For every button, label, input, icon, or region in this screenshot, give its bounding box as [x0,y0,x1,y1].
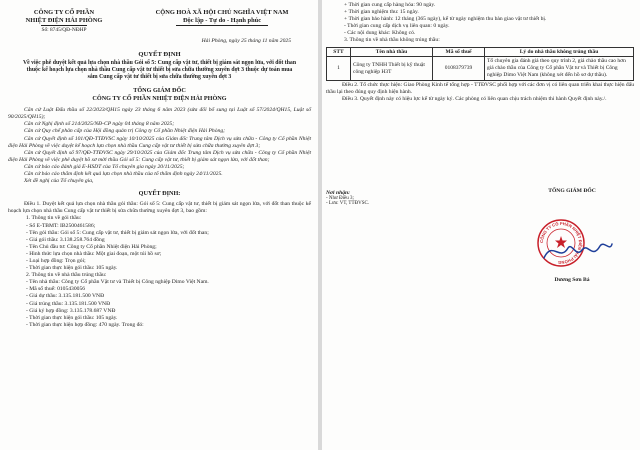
doc-number: Số: 8745/QĐ-NĐHP [41,27,87,34]
issuing-org [8,9,120,35]
section-1-item: - Thời gian thực hiện gói thầu: 105 ngày. [26,265,118,272]
section-2-item: - Giá trúng thầu: 3.135.181.500 VNĐ [26,300,111,307]
authority-block [8,87,311,102]
section-1-item: - Tên gói thầu: Gói số 5: Cung cấp vật tư, thiết bị giám sát ngọn lửa, với đốt than; [26,229,209,236]
legal-basis-item: Căn cứ báo cáo thẩm định kết quả lựa chọn nhà thầu của tổ thẩm định ngày 24/11/2025. [24,171,223,178]
detail-item: - Thời gian cung cấp dịch vụ liên quan: 0 ngày. [344,23,450,30]
section-1 [8,215,311,272]
legal-bases [8,107,311,185]
detail-item: - Các nội dung khác: Không có. [344,30,416,37]
cell-stt: 1 [327,57,351,80]
section-2 [8,272,311,329]
table-row [327,57,634,80]
decision-title: QUYẾT ĐỊNH [138,50,181,58]
table-header-row [327,47,634,57]
article-1: Điều 1. Duyệt kết quả lựa chọn nhà thầu gói thầu: Gói số 5: Cung cấp vật tư, thiết bị giám sát ngọn lửa, với đốt than thuộc kế hoạch lựa chọn nhà thầu Cung cấp vật tư thiết bị sửa chữa thường xuyên đợt 3, bao gồm: [8,201,311,215]
national-header [133,9,311,35]
recipient-item: - Như Điều 3; [326,196,354,201]
section-2-item: - Thời gian thực hiện gói thầu: 105 ngày. [26,314,118,321]
document-page-2 [322,0,640,450]
section-2-item: - Mã số thuế: 0105430056 [26,286,86,293]
detail-item: + Thời gian bảo hành: 12 tháng (365 ngày), kể từ ngày nghiệm thu bàn giao vật tư thiết bị. [344,16,547,23]
recipients-block [326,190,369,206]
section-2-item: - Giá ký hợp đồng: 3.135.178.687 VNĐ [26,307,116,314]
detail-item: + Thời gian cung cấp hàng hóa: 90 ngày. [344,2,436,8]
legal-basis-item: Căn cứ báo cáo đánh giá E-HSDT của Tổ chuyên gia ngày 20/11/2025; [24,163,185,170]
document-header [8,9,311,35]
section-2-item: - Tên nhà thầu: Công ty Cổ phần Vật tư và Thiết bị Công nghiệp Dimo Việt Nam. [26,279,209,286]
place-date: Hải Phòng, ngày 25 tháng 11 năm 2025 [201,37,291,44]
col-header-reason: Lý do nhà thầu không trúng thầu [485,47,634,57]
cell-tax-code: 0108379739 [433,57,485,80]
stamp-text: CÔNG TY CỔ PHẦN NHIỆT ĐIỆN HẢI PHÒNG [538,220,584,266]
signer-name: Dương Sơn Bá [554,277,590,283]
legal-basis-item: Xét đề nghị của Tổ chuyên gia, [24,178,94,185]
section-2-item: - Thời gian thực hiện hợp đồng: 470 ngày. Trong đó: [26,321,144,328]
decision-subject: Về việc phê duyệt kết quả lựa chọn nhà thầu Gói số 5: Cung cấp vật tư, thiết bị giám sát ngọn lửa, với đốt than thuộc kế hoạch lựa chọn nhà thầu Cung cấp vật tư thiết bị sửa chữa thường xuyên đợt 3 thuộc dự toán mua sắm Cung cấp vật tư thiết bị sửa chữa thường xuyên đợt 3 [22,59,297,81]
losing-bidders-table [326,47,634,81]
detail-item: + Thời gian nghiệm thu: 15 ngày. [344,9,419,16]
recipients-title: Nơi nhận: [326,190,350,196]
recipient-item: - Lưu: VT, TTĐVSC. [326,201,370,206]
section-1-item: - Giá gói thầu: 3.138.258.764 đồng [26,236,105,243]
section-2-item: - Giá dự thầu: 3.135.181.500 VNĐ [26,293,105,300]
org-line-2: NHIỆT ĐIỆN HẢI PHÒNG [25,16,103,24]
section-1-title: 1. Thông tin về gói thầu: [26,215,82,222]
col-header-stt: STT [327,47,351,57]
cell-bidder: Công ty TNHH Thiết bị kỹ thuật công nghiệp H3T [351,57,433,80]
article-2: Điều 2. Tổ chức thực hiện: Giao Phòng Kinh tế tổng hợp - TTĐVSC phối hợp với các đơn vị có liên quan triển khai thực hiện đấu thầu lại theo đúng quy định hiện hành. [326,81,634,95]
cell-reason: Tổ chuyên gia đánh giá theo quy trình 2, giá chào thầu cao hơn giá chào thầu của Công ty Cổ phần Vật tư và Thiết bị Công nghiệp Dimo Việt Nam (không xét đến hồ sơ dự thầu). [485,57,634,80]
section-1-item: - Hình thức lựa chọn nhà thầu: Một giai đoạn, một túi hồ sơ; [26,250,162,257]
motto: Độc lập - Tự do - Hạnh phúc [182,16,262,24]
legal-basis-item: Căn cứ Quyết định số 97/QĐ-TTĐVSC ngày 29/10/2025 của Giám đốc Trung tâm Dịch vụ sửa chữa - Công ty Cổ phần Nhiệt điện Hải Phòng về việc phê duyệt hồ sơ mời thầu Gói số 5: Cung cấp vật tư, thiết bị giám sát ngọn lửa, với đốt than; [8,149,311,163]
org-line-1: CÔNG TY CỔ PHẦN [33,9,95,16]
col-header-tax-code: Mã số thuế [433,47,485,57]
section-2-title: 2. Thông tin về nhà thầu trúng thầu: [26,272,107,279]
legal-basis-item: Căn cứ Quy chế phân cấp của Hội đồng quản trị Công ty Cổ phần Nhiệt điện Hải Phòng; [24,128,225,135]
signer-title: TỔNG GIÁM ĐỐC [548,188,596,194]
country-line: CỘNG HOÀ XÃ HỘI CHỦ NGHĨA VIỆT NAM [155,9,289,16]
contract-time-details [326,2,634,45]
section-1-item: - Tên Chủ đầu tư: Công ty Cổ phần Nhiệt điện Hải Phòng; [26,243,157,250]
legal-basis-item: Căn cứ Nghị định số 214/2025/NĐ-CP ngày 04 tháng 8 năm 2025; [24,121,175,128]
decides-heading: QUYẾT ĐỊNH: [138,190,181,198]
authority-org: CÔNG TY CỔ PHẦN NHIỆT ĐIỆN HẢI PHÒNG [92,94,227,102]
section-1-item: - Số E-TBMT: IB2500461586; [26,222,96,229]
authority-title: TỔNG GIÁM ĐỐC [133,87,186,95]
section-1-item: - Loại hợp đồng: Trọn gói; [26,257,86,264]
legal-basis-item: Căn cứ Quyết định số 101/QĐ-TTĐVSC ngày 10/10/2025 của Giám đốc Trung tâm Dịch vụ sửa chữa - Công ty Cổ phần Nhiệt điện Hải Phòng về việc duyệt kế hoạch lựa chọn nhà thầu Cung cấp vật tư thiết bị sửa chữa thường xuyên đợt 3; [8,135,311,149]
legal-basis-item: Căn cứ Luật Đấu thầu số 22/2023/QH15 ngày 23 tháng 6 năm 2023 (sửa đổi bổ sung tại Luật số 57/2024/QH15, Luật số 90/2025/QH15); [8,107,311,121]
col-header-bidder: Tên nhà thầu [351,47,433,57]
document-page-1 [0,0,318,450]
article-3: Điều 3. Quyết định này có hiệu lực kể từ ngày ký. Các phòng có liên quan chịu trách nhiệm thi hành Quyết định này./. [342,95,607,102]
section-3-title: 3. Thông tin về nhà thầu không trúng thầu: [344,37,440,44]
handwritten-signature [540,236,616,266]
